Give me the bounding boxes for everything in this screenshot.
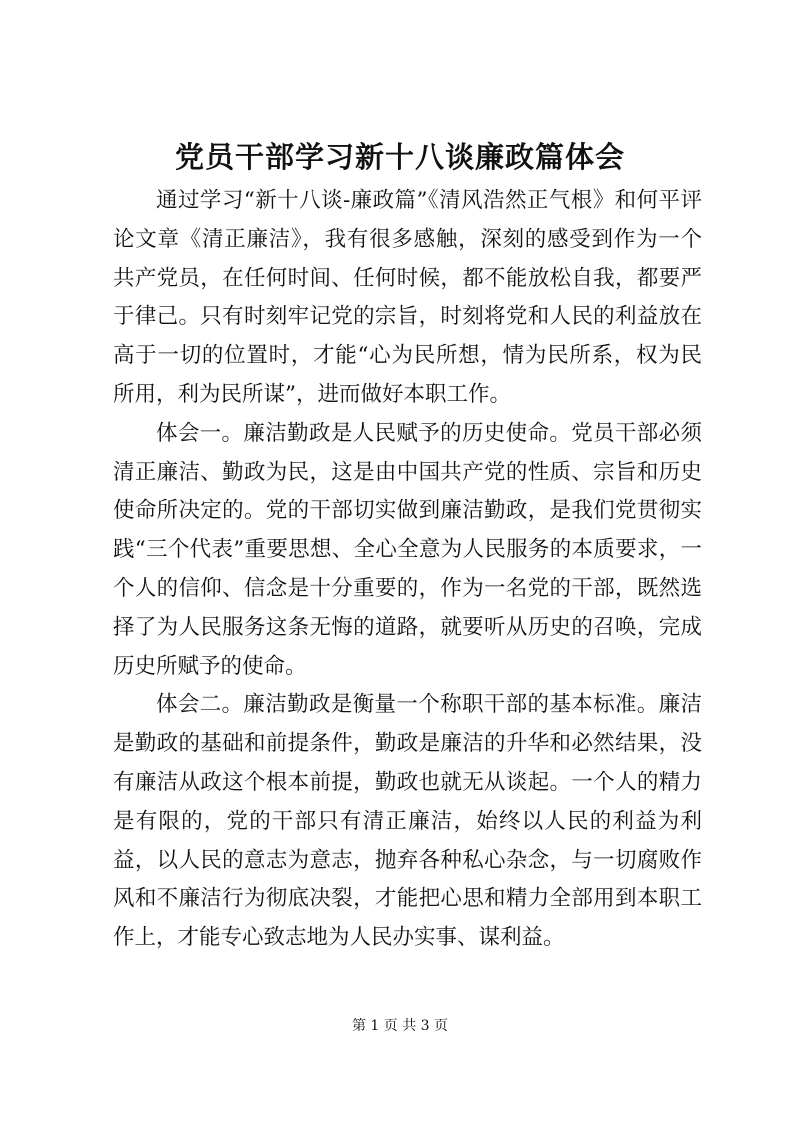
document-body — [113, 182, 702, 958]
paragraph-insight-two: 体会二。廉洁勤政是衡量一个称职干部的基本标准。廉洁是勤政的基础和前提条件，勤政是廉洁的升华和必然结果，没有廉洁从政这个根本前提，勤政也就无从谈起。一个人的精力是有限的，党的干部只有清正廉洁，始终以人民的利益为利益，以人民的意志为意志，抛弃各种私心杂念，与一切腐败作风和不廉洁行为彻底决裂，才能把心思和精力全部用到本职工作上，才能专心致志地为人民办实事、谋利益。 — [113, 692, 702, 951]
paragraph-insight-one: 体会一。廉洁勤政是人民赋予的历史使命。党员干部必须清正廉洁、勤政为民，这是由中国共产党的性质、宗旨和历史使命所决定的。党的干部切实做到廉洁勤政，是我们党贯彻实践“三个代表”重要思想、全心全意为人民服务的本质要求，一个人的信仰、信念是十分重要的，作为一名党的干部，既然选择了为人民服务这条无悔的道路，就要听从历史的召唤，完成历史所赋予的使命。 — [113, 420, 702, 679]
page-footer: 第 1 页 共 3 页 — [351, 1018, 449, 1034]
paragraph-intro: 通过学习“新十八谈-廉政篇”《清风浩然正气根》和何平评论文章《清正廉洁》，我有很多感触，深刻的感受到作为一个共产党员，在任何时间、任何时候，都不能放松自我，都要严于律己。只有时刻牢记党的宗旨，时刻将党和人民的利益放在高于一切的位置时，才能“心为民所想，情为民所系，权为民所用，利为民所谋”，进而做好本职工作。 — [113, 188, 702, 407]
document-title: 党员干部学习新十八谈廉政篇体会 — [174, 140, 625, 174]
